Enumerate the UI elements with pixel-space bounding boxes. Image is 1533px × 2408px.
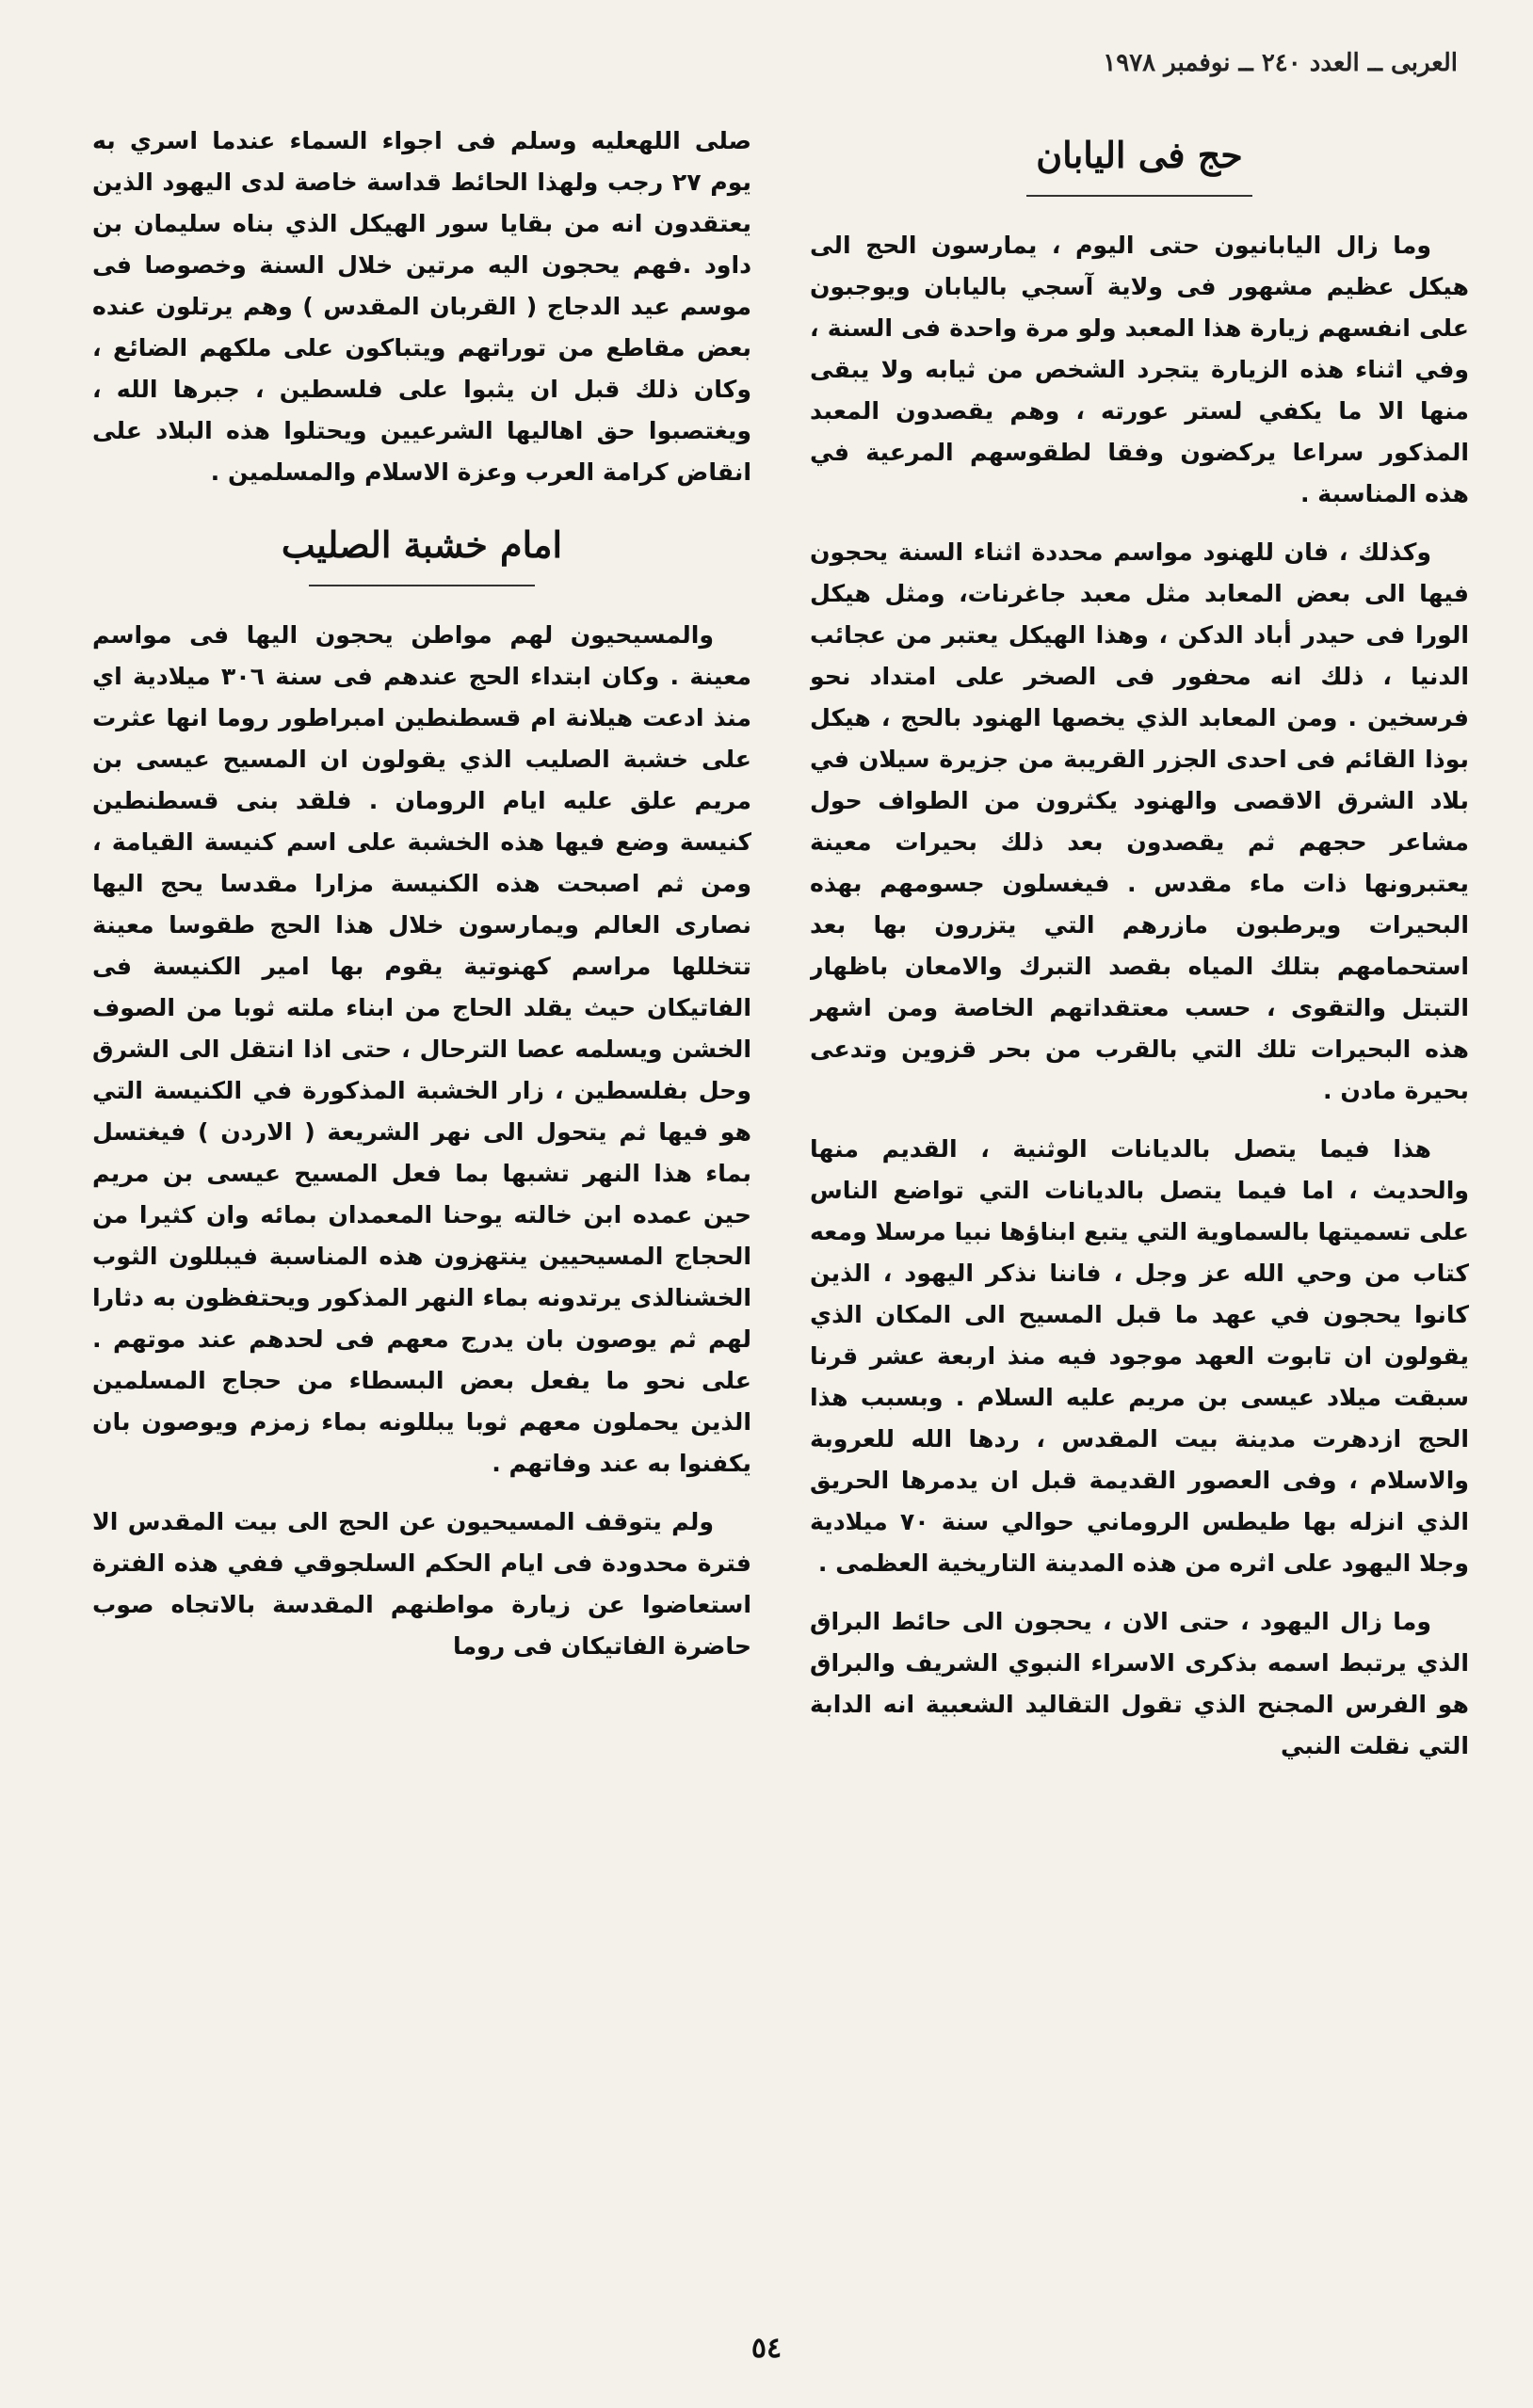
section-title: امام خشبة الصليب: [281, 523, 563, 566]
article-columns: [73, 120, 1469, 2297]
paragraph: وما زال اليهود ، حتى الان ، يحجون الى حائط البراق الذي يرتبط اسمه بذكرى الاسراء النبوي الشريف والبراق هو الفرس المجنح الذي تقول التقاليد الشعبية انه الدابة التي نقلت النبي: [810, 1608, 1469, 1759]
paragraph: وما زال اليابانيون حتى اليوم ، يمارسون الحج الى هيكل عظيم مشهور فى ولاية آسجي باليابان ويوجبون على انفسهم زيارة هذا المعبد ولو مرة واحدة فى السنة ، وفي اثناء هذه الزيارة يتجرد الشخص من ثيابه ولا يبقى منها الا ما يكفي لستر عورته ، وهم يقصدون المعبد المذكور سراعا يركضون وفقا لطقوسهم المرعية في هذه المناسبة .: [810, 232, 1469, 507]
running-header: العربى ــ العدد ٢٤٠ ــ نوفمبر ١٩٧٨: [1103, 49, 1458, 77]
paragraph: ولم يتوقف المسيحيون عن الحج الى بيت المقدس الا فترة محدودة فى ايام الحكم السلجوقي ففي هذه الفترة استعاضوا عن زيارة مواطنهم المقدسة بالاتجاه صوب حاضرة الفاتيكان فى روما: [92, 1508, 751, 1660]
paragraph: والمسيحيون لهم مواطن يحجون اليها فى مواسم معينة . وكان ابتداء الحج عندهم فى سنة ٣٠٦ ميلادية اي منذ ادعت هيلانة ام قسطنطين امبراطور روما انها عثرت على خشبة الصليب الذي يقولون ان المسيح عيسى بن مريم علق عليه ايام الرومان . فلقد بنى قسطنطين كنيسة وضع فيها هذه الخشبة على اسم كنيسة القيامة ، ومن ثم اصبحت هذه الكنيسة مزارا مقدسا يحج اليها نصارى العالم ويمارسون خلال هذا الحج طقوسا معينة تتخللها مراسم كهنوتية يقوم بها امير الكنيسة فى الفاتيكان حيث يقلد الحاج من ابناء ملته ثوبا من الصوف الخشن ويسلمه عصا الترحال ، حتى اذا انتقل الى الشرق وحل بفلسطين ، زار الخشبة المذكورة في الكنيسة التي هو فيها ثم يتحول الى نهر الشريعة ( الاردن ) فيغتسل بماء هذا النهر تشبها بما فعل المسيح عيسى بن مريم حين عمده ابن خالته يوحنا المعمدان بمائه وان كثيرا من الحجاج المسيحيين ينتهزون هذه المناسبة فيبللون الثوب الخشنالذى يرتدونه بماء النهر المذكور ويحتفظون به دثارا لهم ثم يوصون بان يدرج معهم فى لحدهم عند موتهم . على نحو ما يفعل بعض البسطاء من حجاج المسلمين الذين يحملون معهم ثوبا يبللونه بماء زمزم ويوصون بان يكفنوا به عند وفاتهم .: [92, 621, 751, 1477]
article-title-block: [810, 134, 1469, 197]
paragraph: صلى اللهعليه وسلم فى اجواء السماء عندما اسري به يوم ٢٧ رجب ولهذا الحائط قداسة خاصة لدى اليهود الذين يعتقدون انه من بقايا سور الهيكل الذي بناه سليمان بن داود .فهم يحجون اليه مرتين خلال السنة وخصوصا فى موسم عيد الدجاج ( القربان المقدس ) وهم يرتلون عنده بعض مقاطع من توراتهم ويتباكون على ملكهم الضائع ، وكان ذلك قبل ان يثبوا على فلسطين ، جبرها الله ، ويغتصبوا حق اهاليها الشرعيين ويحتلوا هذه البلاد على انقاض كرامة العرب وعزة الاسلام والمسلمين .: [92, 127, 751, 486]
page-number: ٥٤: [750, 2332, 783, 2365]
title-underline: [1026, 185, 1252, 197]
paragraph: هذا فيما يتصل بالديانات الوثنية ، القديم منها والحديث ، اما فيما يتصل بالديانات التي تواضع الناس على تسميتها بالسماوية التي يتبع ابناؤها نبيا مرسلا ومعه كتاب من وحي الله عز وجل ، فاننا نذكر اليهود ، الذين كانوا يحجون في عهد ما قبل المسيح الى المكان الذي يقولون ان تابوت العهد موجود فيه منذ اربعة عشر قرنا سبقت ميلاد عيسى بن مريم عليه السلام . وبسبب هذا الحج ازدهرت مدينة بيت المقدس ، ردها الله للعروبة والاسلام ، وفى العصور القديمة قبل ان يدمرها الحريق الذي انزله بها طيطس الروماني حوالي سنة ٧٠ ميلادية وجلا اليهود على اثره من هذه المدينة التاريخية العظمى .: [810, 1135, 1469, 1577]
title-underline: [309, 575, 535, 586]
right-column: [810, 120, 1469, 2297]
paragraph: وكذلك ، فان للهنود مواسم محددة اثناء السنة يحجون فيها الى بعض المعابد مثل معبد جاغرنات، ومثل هيكل الورا فى حيدر أباد الدكن ، وهذا الهيكل يعتبر من عجائب الدنيا ، ذلك انه محفور فى الصخر على امتداد نحو فرسخين . ومن المعابد الذي يخصها الهنود بالحج ، هيكل بوذا القائم فى احدى الجزر القريبة من جزيرة سيلان في بلاد الشرق الاقصى والهنود يكثرون من الطواف حول مشاعر حجهم ثم يقصدون بعد ذلك بحيرات معينة يعتبرونها ذات ماء مقدس . فيغسلون جسومهم بهذه البحيرات ويرطبون مازرهم التي يتزرون بها بعد استحمامهم بتلك المياه بقصد التبرك والامعان باظهار التبتل والتقوى ، حسب معتقداتهم الخاصة ومن اشهر هذه البحيرات تلك التي بالقرب من بحر قزوين وتدعى بحيرة مادن .: [810, 538, 1469, 1104]
left-column: [92, 120, 751, 2297]
article-title: حج فى اليابان: [1036, 134, 1243, 176]
section-title-block: [92, 523, 751, 586]
